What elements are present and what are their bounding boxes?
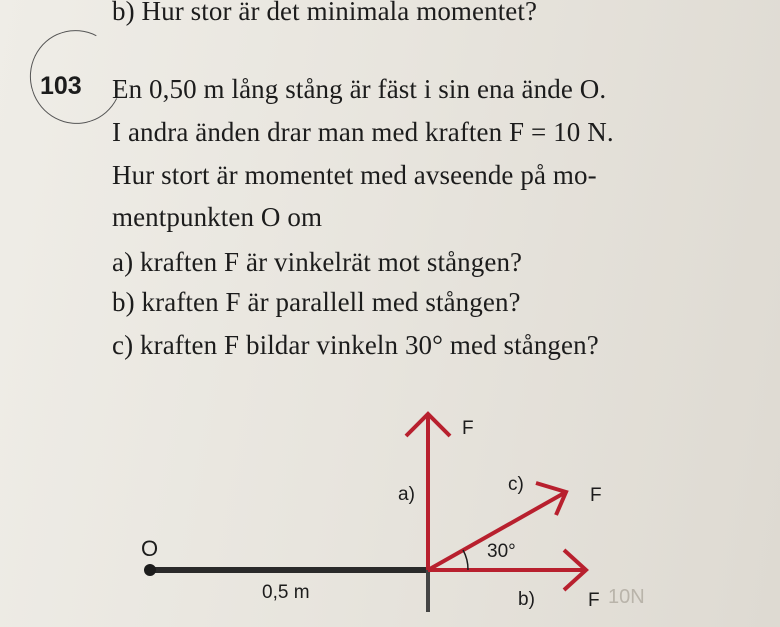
problem-number: 103 bbox=[40, 72, 82, 100]
problem-line-1: En 0,50 m lång stång är fäst i sin ena ände O. bbox=[112, 74, 607, 104]
rod-length-label: 0,5 m bbox=[262, 582, 310, 603]
problem-line-4: mentpunkten O om bbox=[112, 202, 323, 232]
subquestion-b: b) kraften F är parallell med stången? bbox=[112, 287, 521, 317]
previous-question: b) Hur stor är det minimala momentet? bbox=[112, 0, 538, 26]
handwritten-note: 10N bbox=[608, 586, 645, 608]
case-a-label: a) bbox=[398, 484, 415, 505]
subquestion-c: c) kraften F bildar vinkeln 30° med stången? bbox=[112, 330, 599, 360]
force-label-b: F bbox=[588, 590, 600, 611]
angle-arc bbox=[463, 550, 468, 570]
force-label-c: F bbox=[590, 485, 602, 506]
angle-label: 30° bbox=[487, 541, 516, 562]
case-b-label: b) bbox=[518, 589, 535, 610]
pivot-label: O bbox=[141, 536, 159, 561]
case-c-label: c) bbox=[508, 474, 524, 495]
problem-line-2: I andra änden drar man med kraften F = 10 N. bbox=[112, 117, 614, 147]
pivot-point bbox=[144, 564, 156, 576]
problem-line-3: Hur stort är momentet med avseende på mo- bbox=[112, 160, 597, 190]
subquestion-a: a) kraften F är vinkelrät mot stången? bbox=[112, 247, 523, 277]
force-label-a: F bbox=[462, 418, 474, 439]
